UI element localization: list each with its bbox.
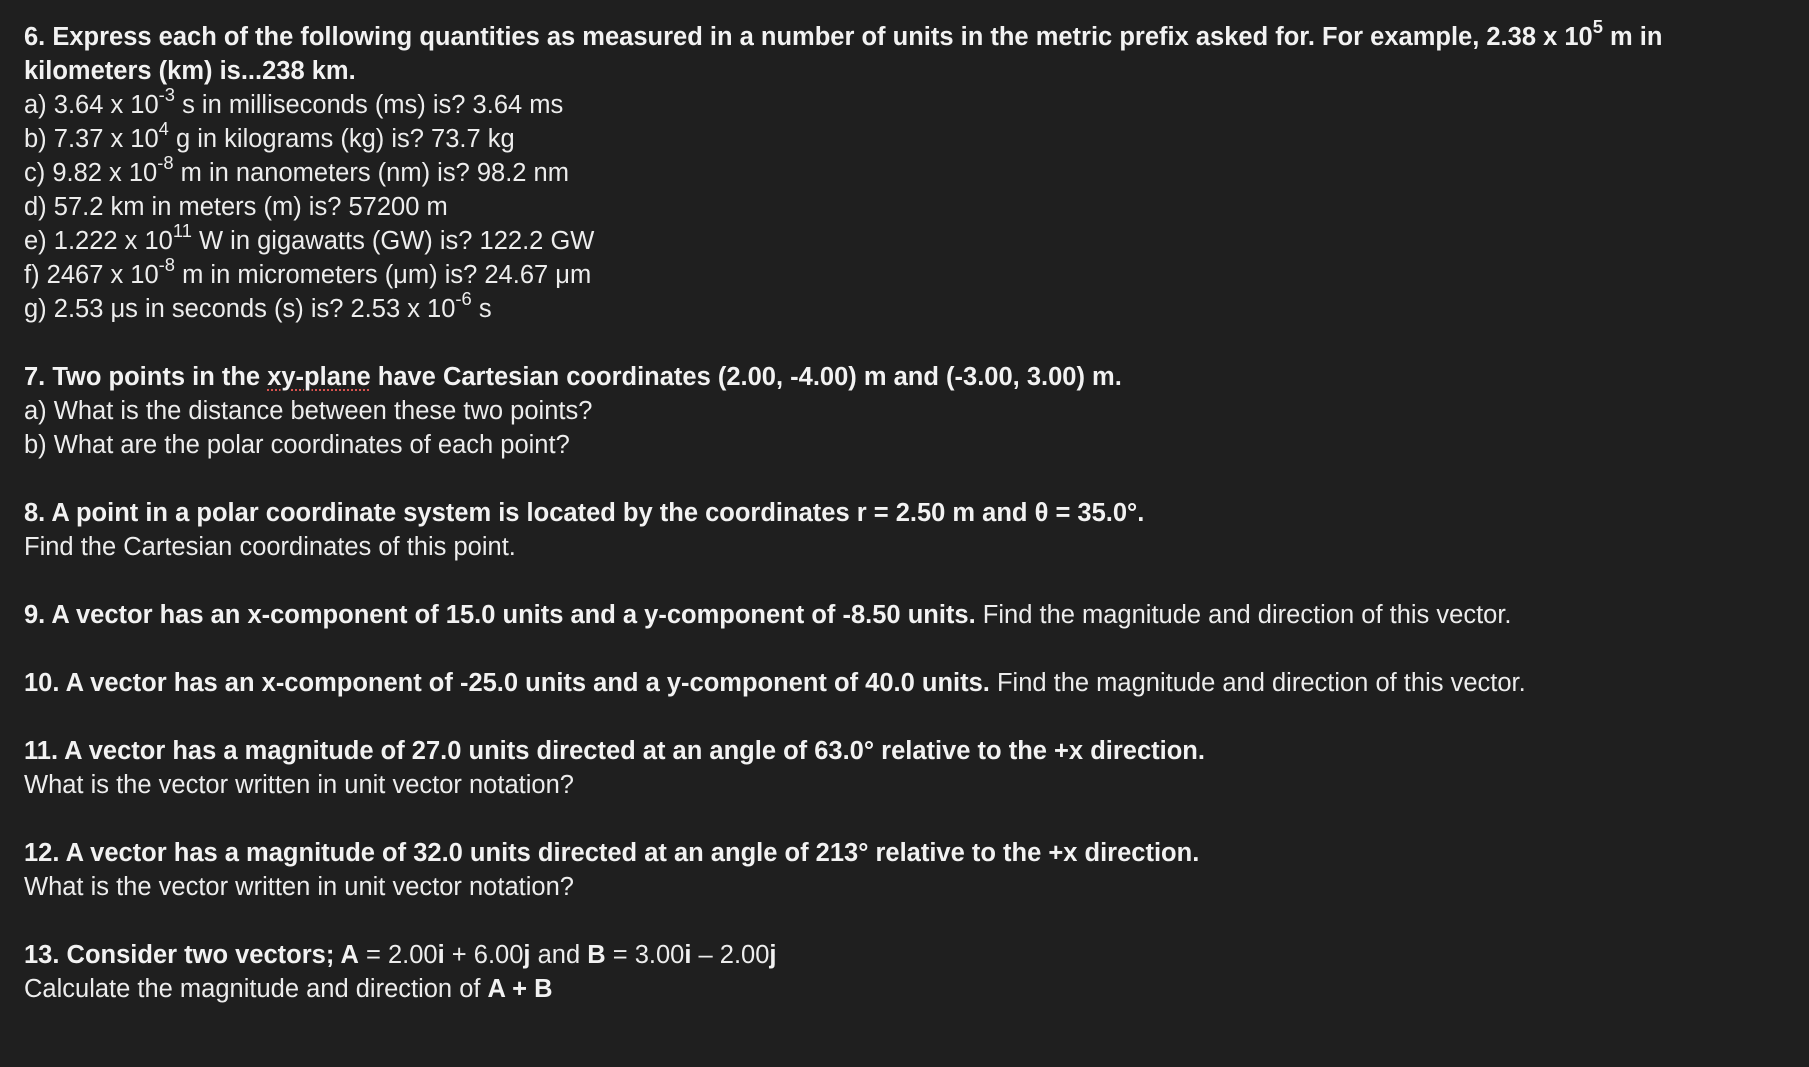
item-text: a) 3.64 x 10 bbox=[24, 91, 159, 119]
equation-text: + 6.00 bbox=[444, 941, 524, 969]
problem-8-heading: 8. A point in a polar coordinate system is located by the coordinates r = 2.50 m and θ = 35.0°. bbox=[24, 499, 1145, 527]
problem-12 bbox=[24, 836, 1794, 904]
superscript: 5 bbox=[1592, 15, 1603, 37]
problem-13-text-body: Calculate the magnitude and direction of bbox=[24, 975, 488, 1003]
problem-7-part-b: b) What are the polar coordinates of each point? bbox=[24, 431, 570, 459]
problem-12-text: What is the vector written in unit vector notation? bbox=[24, 873, 574, 901]
problem-9-line bbox=[24, 598, 1794, 632]
item-text: s bbox=[471, 295, 492, 323]
problem-6-item-d bbox=[24, 190, 1794, 224]
problem-6-heading bbox=[24, 15, 1794, 88]
problem-8-text: Find the Cartesian coordinates of this point. bbox=[24, 533, 516, 561]
problem-10-heading: 10. A vector has an x-component of -25.0 units and a y-component of 40.0 units. bbox=[24, 669, 990, 697]
unit-vector-i: i bbox=[684, 941, 692, 969]
problem-6-item-c bbox=[24, 151, 1794, 190]
heading-text: 7. Two points in the bbox=[24, 363, 268, 391]
item-text: c) 9.82 x 10 bbox=[24, 159, 158, 187]
item-text: g in kilograms (kg) is? 73.7 kg bbox=[168, 125, 515, 153]
problem-13 bbox=[24, 938, 1794, 1006]
unit-vector-j: j bbox=[769, 941, 777, 969]
paragraph-gap bbox=[24, 462, 1794, 496]
problem-6 bbox=[24, 15, 1794, 326]
paragraph-gap bbox=[24, 632, 1794, 666]
problem-7 bbox=[24, 360, 1794, 462]
problem-6-heading-tail: m in kilometers (km) is...238 km. bbox=[24, 23, 1663, 85]
paragraph-gap bbox=[24, 802, 1794, 836]
problem-6-item-b bbox=[24, 117, 1794, 156]
equation-text: and bbox=[530, 941, 588, 969]
problem-9-heading: 9. A vector has an x-component of 15.0 units and a y-component of -8.50 units. bbox=[24, 601, 976, 629]
problem-10 bbox=[24, 666, 1794, 700]
problem-8 bbox=[24, 496, 1794, 564]
item-text: s in milliseconds (ms) is? 3.64 ms bbox=[175, 91, 564, 119]
item-text: m in micrometers (μm) is? 24.67 μm bbox=[175, 261, 592, 289]
superscript: -3 bbox=[158, 83, 175, 105]
problem-13-text bbox=[24, 972, 1794, 1006]
item-text: m in nanometers (nm) is? 98.2 nm bbox=[173, 159, 569, 187]
problem-10-line bbox=[24, 666, 1794, 700]
equation-text: = 3.00 bbox=[605, 941, 685, 969]
spellcheck-flagged-word[interactable]: xy-plane bbox=[267, 363, 371, 391]
superscript: 4 bbox=[158, 117, 169, 139]
problem-6-heading-text: 6. Express each of the following quantities as measured in a number of units in the metric prefix asked for. For example, 2.38 x 10 bbox=[24, 23, 1593, 51]
equation-text: – 2.00 bbox=[691, 941, 770, 969]
vector-b-symbol: B bbox=[587, 941, 606, 969]
vector-sum: A + B bbox=[487, 975, 553, 1003]
unit-vector-j: j bbox=[523, 941, 531, 969]
item-text: g) 2.53 μs in seconds (s) is? 2.53 x 10 bbox=[24, 295, 456, 323]
problem-7-part-a: a) What is the distance between these two points? bbox=[24, 397, 593, 425]
problem-9-text: Find the magnitude and direction of this vector. bbox=[975, 601, 1512, 629]
item-text: W in gigawatts (GW) is? 122.2 GW bbox=[191, 227, 595, 255]
problem-13-heading-text: 13. Consider two vectors; bbox=[24, 941, 341, 969]
problem-6-item-a bbox=[24, 83, 1794, 122]
problem-12-heading: 12. A vector has a magnitude of 32.0 units directed at an angle of 213° relative to the +x direction. bbox=[24, 839, 1200, 867]
problem-6-item-e bbox=[24, 219, 1794, 258]
item-text: f) 2467 x 10 bbox=[24, 261, 159, 289]
problem-7-heading bbox=[24, 360, 1794, 394]
item-text: b) 7.37 x 10 bbox=[24, 125, 159, 153]
heading-text: have Cartesian coordinates (2.00, -4.00) m and (-3.00, 3.00) m. bbox=[370, 363, 1122, 391]
problem-11 bbox=[24, 734, 1794, 802]
superscript: -8 bbox=[158, 253, 175, 275]
equation-text: = 2.00 bbox=[358, 941, 438, 969]
paragraph-gap bbox=[24, 326, 1794, 360]
superscript: -8 bbox=[157, 151, 174, 173]
paragraph-gap bbox=[24, 904, 1794, 938]
unit-vector-i: i bbox=[437, 941, 445, 969]
document-page bbox=[24, 15, 1794, 1006]
problem-6-item-g bbox=[24, 287, 1794, 326]
problem-13-heading bbox=[24, 938, 1794, 972]
paragraph-gap bbox=[24, 700, 1794, 734]
vector-a-symbol: A bbox=[340, 941, 359, 969]
problem-6-item-f bbox=[24, 253, 1794, 292]
problem-10-text: Find the magnitude and direction of this vector. bbox=[989, 669, 1526, 697]
item-text: e) 1.222 x 10 bbox=[24, 227, 173, 255]
problem-11-heading: 11. A vector has a magnitude of 27.0 units directed at an angle of 63.0° relative to the +x direction. bbox=[24, 737, 1205, 765]
paragraph-gap bbox=[24, 564, 1794, 598]
problem-9 bbox=[24, 598, 1794, 632]
problem-11-text: What is the vector written in unit vector notation? bbox=[24, 771, 574, 799]
item-text: d) 57.2 km in meters (m) is? 57200 m bbox=[24, 193, 448, 221]
superscript: -6 bbox=[455, 287, 472, 309]
superscript: 11 bbox=[172, 219, 192, 241]
